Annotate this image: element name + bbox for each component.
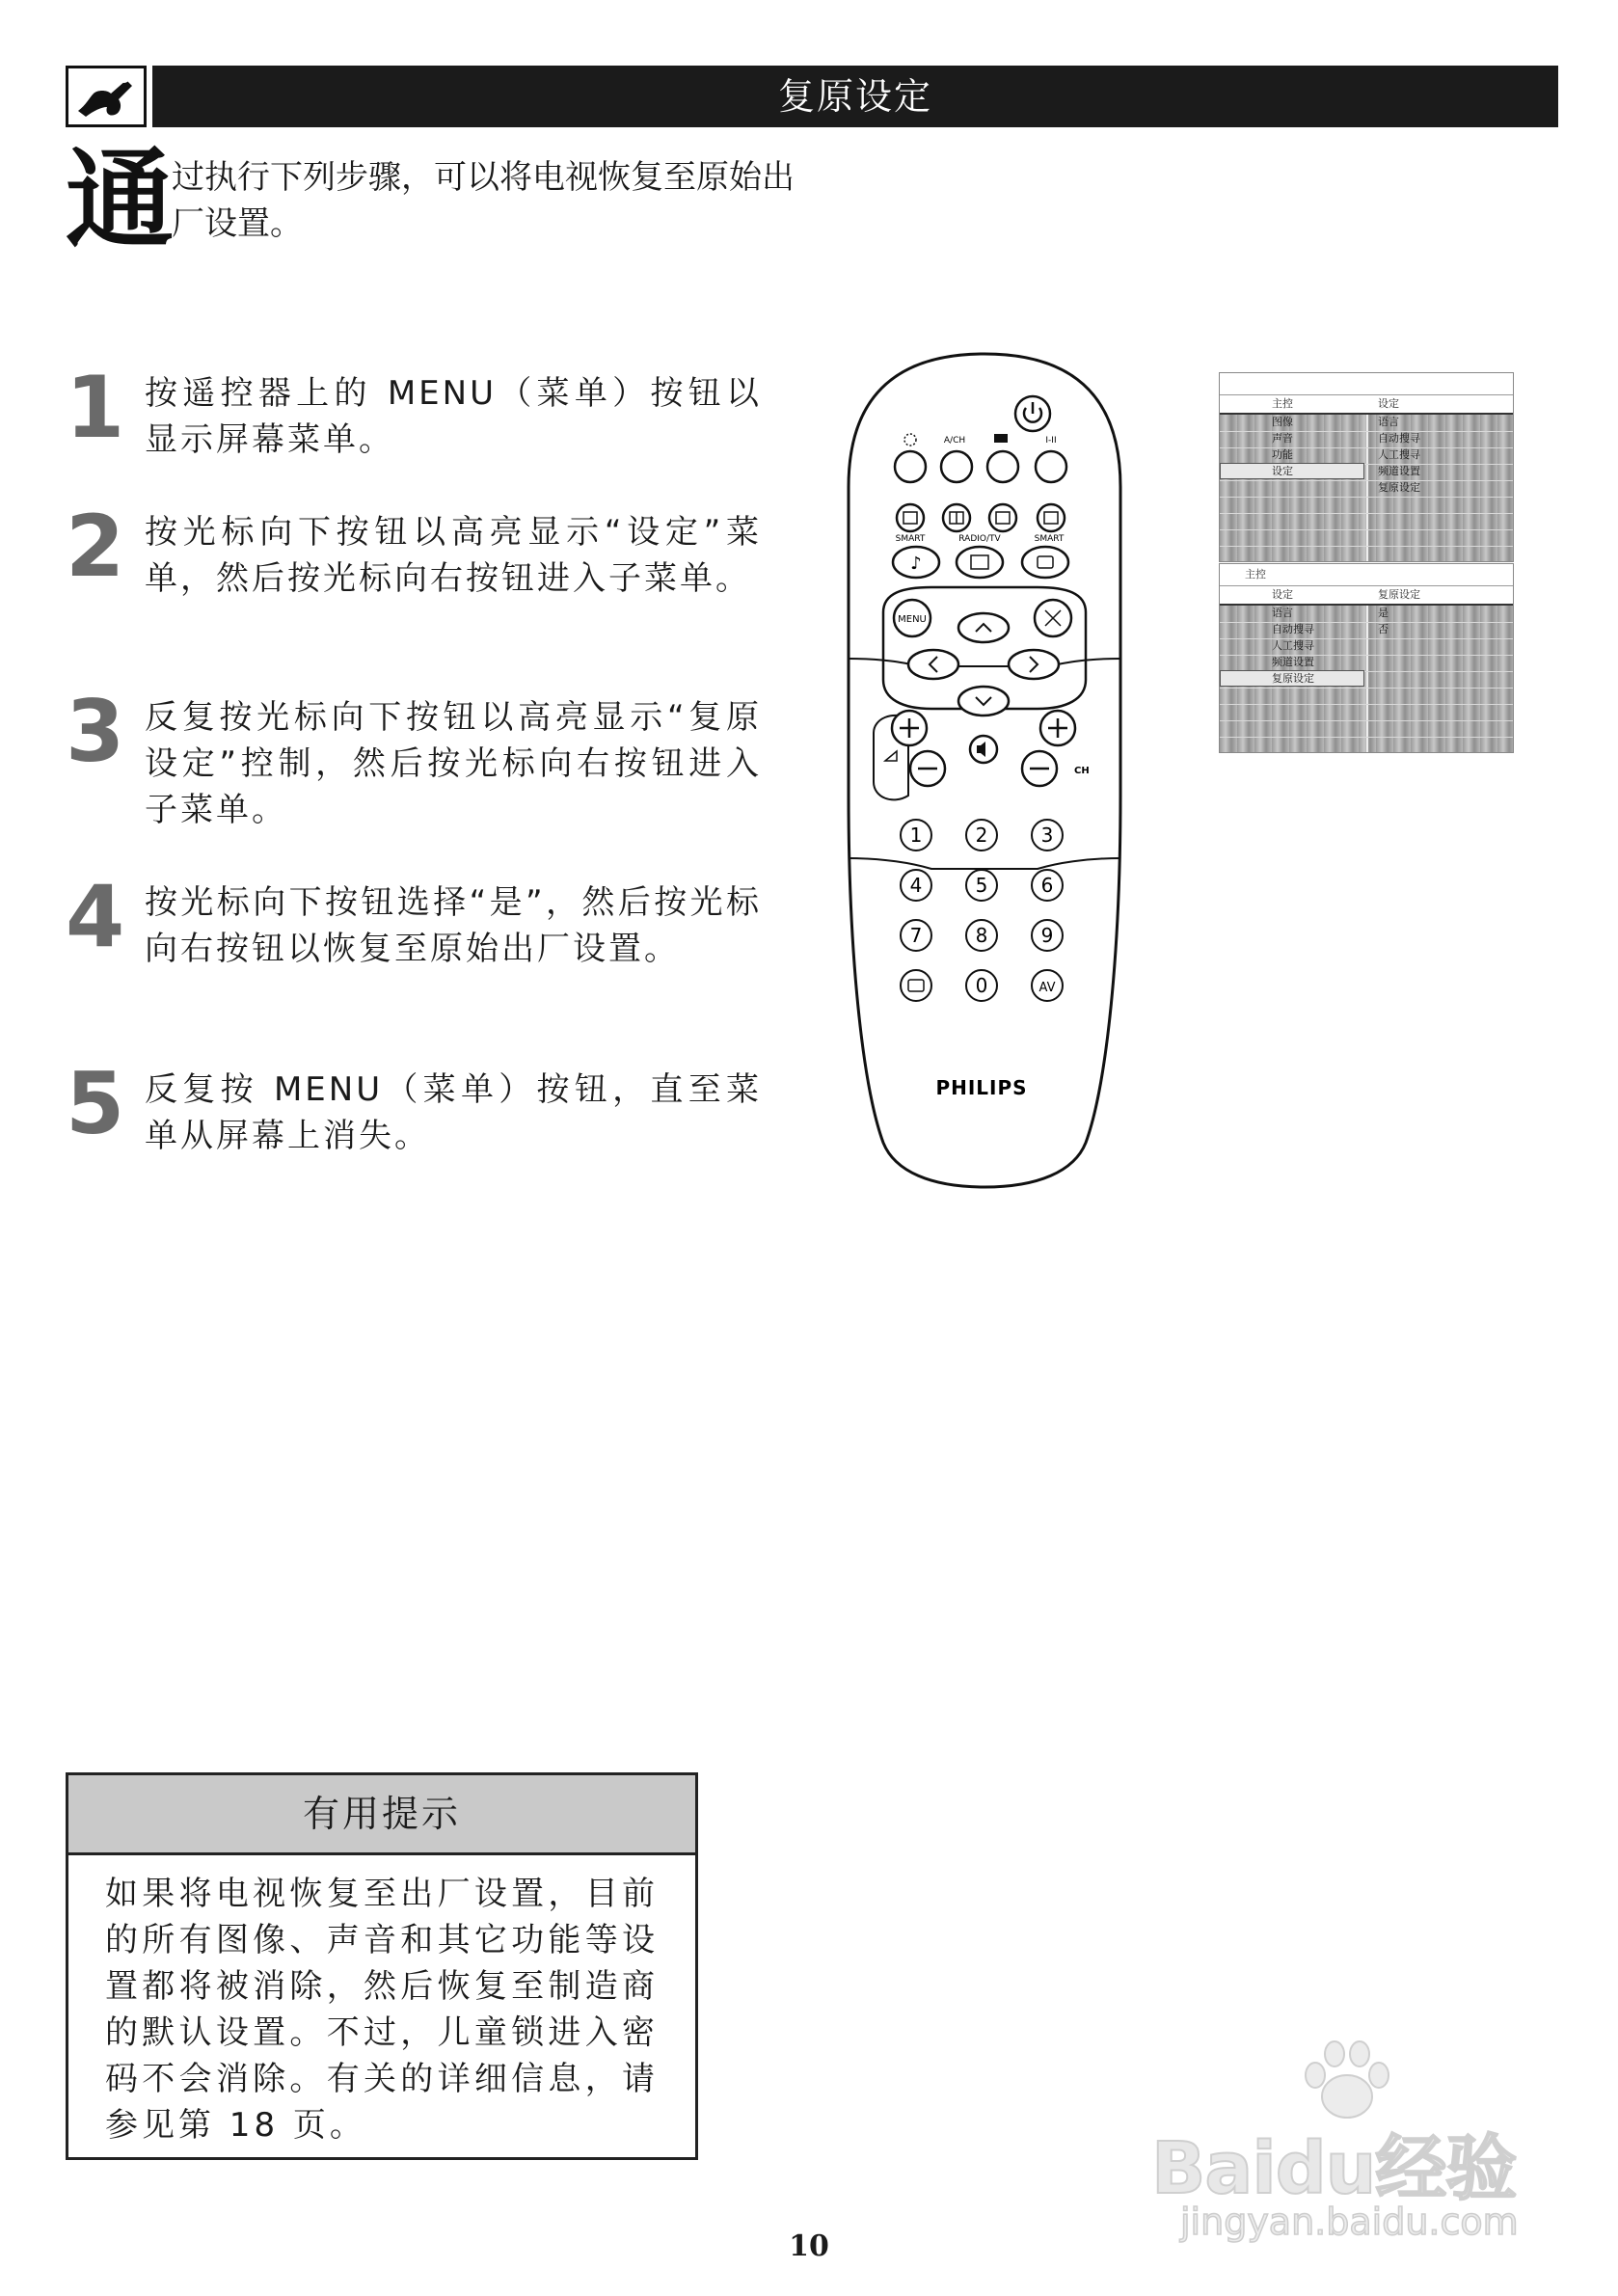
volume-up-button[interactable]	[892, 711, 927, 745]
step-text: 按光标向下按钮以高亮显示“设定”菜单，然后按光标向右按钮进入子菜单。	[145, 513, 762, 598]
cursor-up-button[interactable]	[958, 613, 1009, 642]
info-button[interactable]	[901, 970, 931, 1001]
submenu-item: 语言	[1378, 416, 1399, 428]
digit-9-label: 9	[1040, 924, 1054, 947]
step-text: 反复按 MENU（菜单）按钮，直至菜单从屏幕上消失。	[145, 1070, 762, 1155]
submenu-item: 是	[1378, 607, 1389, 619]
watermark	[1151, 2037, 1537, 2249]
submenu-item: 否	[1378, 623, 1389, 635]
intro-text: 过执行下列步骤，可以将电视恢复至原始出厂设置。	[172, 158, 795, 243]
tips-heading: 有用提示	[68, 1775, 695, 1855]
cursor-down-button[interactable]	[958, 687, 1009, 716]
digit-7-label: 7	[909, 924, 923, 947]
radio-tv-button[interactable]	[957, 547, 1003, 578]
dual-button[interactable]	[1036, 451, 1066, 482]
label-smart-sound: SMART	[895, 534, 926, 544]
menu-header-right: 设定	[1378, 397, 1399, 410]
label-smart-picture: SMART	[1034, 534, 1065, 544]
digit-4-label: 4	[909, 874, 923, 897]
av-label: AV	[1038, 981, 1056, 995]
menu-header	[1220, 395, 1513, 415]
menu-item-selected: 复原设定	[1272, 672, 1314, 685]
section-header	[66, 66, 1558, 127]
cursor-left-button[interactable]	[908, 650, 958, 679]
channel-up-button[interactable]	[1040, 711, 1075, 745]
teletext-icon	[994, 434, 1008, 443]
teletext-button-4[interactable]	[1038, 504, 1065, 531]
menu-button[interactable]	[894, 600, 930, 636]
header-bar	[152, 66, 1558, 127]
submenu-item: 复原设定	[1378, 481, 1420, 494]
page-number: 10	[789, 2229, 829, 2263]
menu-item-selected: 设定	[1272, 465, 1293, 477]
menu-header-left: 设定	[1272, 588, 1293, 601]
label-dual: I-II	[1045, 436, 1057, 446]
menu-body	[1220, 415, 1513, 561]
menu-item: 功能	[1272, 448, 1293, 461]
teletext-button-3[interactable]	[989, 504, 1016, 531]
digit-0-label: 0	[975, 974, 988, 997]
submenu-item: 自动搜寻	[1378, 432, 1420, 445]
step-text: 反复按光标向下按钮以高亮显示“复原设定”控制，然后按光标向右按钮进入子菜单。	[145, 698, 762, 829]
label-ach: A/CH	[943, 436, 966, 446]
volume-down-button[interactable]	[910, 751, 945, 786]
digit-6-label: 6	[1040, 874, 1054, 897]
brand-logo: PHILIPS	[935, 1076, 1028, 1099]
ach-button[interactable]	[941, 451, 972, 482]
menu-item: 声音	[1272, 432, 1293, 445]
step-number: 2	[66, 497, 125, 596]
menu-item: 语言	[1272, 607, 1293, 619]
mute-button[interactable]	[970, 736, 997, 763]
menu-body	[1220, 606, 1513, 752]
smart-picture-button[interactable]	[1022, 547, 1068, 578]
menu-item: 频道设置	[1272, 656, 1314, 668]
digit-5-label: 5	[975, 874, 988, 897]
submenu-item: 频道设置	[1378, 465, 1420, 477]
label-ch: CH	[1074, 766, 1090, 776]
paw-icon	[1294, 2037, 1400, 2123]
channel-down-button[interactable]	[1022, 751, 1057, 786]
osd-menu-main	[1219, 372, 1514, 562]
step-number: 1	[66, 358, 125, 457]
menu-item: 图像	[1272, 416, 1293, 428]
wrench-icon	[66, 66, 147, 127]
menu-item: 自动搜寻	[1272, 623, 1314, 635]
menu-header-left: 主控	[1272, 397, 1293, 410]
drop-cap: 通	[66, 137, 174, 263]
music-note-icon: ♪	[910, 554, 922, 574]
step-number: 3	[66, 682, 125, 781]
digit-3-label: 3	[1040, 824, 1054, 847]
menu-item: 人工搜寻	[1272, 639, 1314, 652]
step-number: 4	[66, 867, 125, 966]
digit-1-label: 1	[909, 824, 923, 847]
osd-menu-setup	[1219, 563, 1514, 753]
page-title: 复原设定	[777, 75, 932, 118]
menu-title: 主控	[1220, 564, 1513, 586]
menu-header-right: 复原设定	[1378, 588, 1420, 601]
menu-button-label: MENU	[898, 614, 927, 625]
step-text: 按光标向下按钮选择“是”，然后按光标向右按钮以恢复至原始出厂设置。	[145, 883, 762, 968]
step-number: 5	[66, 1054, 125, 1153]
watermark-site: jingyan.baidu.com	[1180, 2201, 1519, 2243]
menu-header	[1220, 586, 1513, 606]
sleep-button[interactable]	[895, 451, 926, 482]
step-text: 按遥控器上的 MENU（菜单）按钮以显示屏幕菜单。	[145, 374, 762, 459]
tv-teletext-button[interactable]	[987, 451, 1018, 482]
digit-2-label: 2	[975, 824, 988, 847]
tips-box	[66, 1772, 698, 2160]
teletext-button-1[interactable]	[897, 504, 924, 531]
smart-sound-button[interactable]	[893, 547, 939, 578]
remote-control	[845, 352, 1124, 1191]
watermark-brand: Baidu经验	[1151, 2127, 1517, 2210]
cursor-right-button[interactable]	[1009, 650, 1059, 679]
tips-text: 如果将电视恢复至出厂设置，目前的所有图像、声音和其它功能等设置都将被消除，然后恢复至制造商的默认设置。不过，儿童锁进入密码不会消除。有关的详细信息，请参见第 18 页。	[105, 1875, 659, 2145]
digit-8-label: 8	[975, 924, 988, 947]
label-radio-tv: RADIO/TV	[958, 534, 1001, 544]
submenu-item: 人工搜寻	[1378, 448, 1420, 461]
format-button[interactable]	[1035, 600, 1071, 636]
power-button[interactable]	[1015, 396, 1050, 431]
